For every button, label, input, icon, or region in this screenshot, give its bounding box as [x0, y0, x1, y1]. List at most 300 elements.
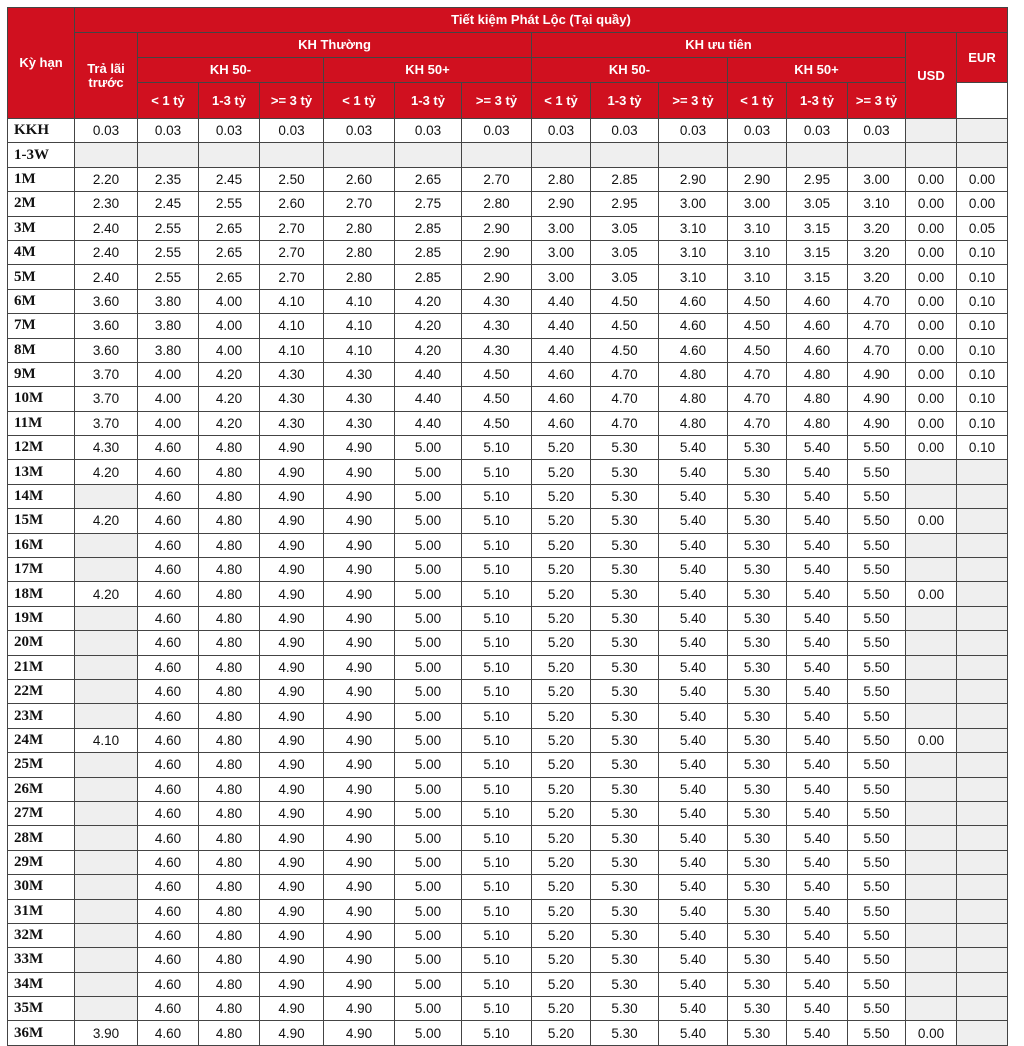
rate-cell-usd	[906, 606, 957, 630]
rate-cell-priority-50minus-lt1: 5.20	[532, 899, 591, 923]
rate-cell-priority-50minus-ge3: 5.40	[659, 484, 728, 508]
rate-cell-priority-50minus-lt1: 5.20	[532, 655, 591, 679]
rate-cell-normal-50minus-ge3: 4.90	[260, 484, 324, 508]
rate-cell-prepaid	[75, 143, 138, 167]
rate-cell-priority-50minus-1to3: 2.85	[591, 167, 659, 191]
term-cell: 6M	[8, 289, 75, 313]
rate-cell-priority-50minus-lt1: 5.20	[532, 923, 591, 947]
rate-cell-normal-50minus-ge3: 2.70	[260, 216, 324, 240]
rate-cell-priority-50minus-1to3: 5.30	[591, 631, 659, 655]
rate-cell-normal-50plus-1to3: 5.00	[395, 655, 462, 679]
rate-cell-prepaid	[75, 753, 138, 777]
rate-cell-priority-50plus-lt1: 3.10	[728, 240, 787, 264]
rate-cell-priority-50plus-lt1: 4.50	[728, 289, 787, 313]
rate-cell-priority-50plus-1to3: 5.40	[787, 484, 848, 508]
rate-cell-normal-50plus-1to3: 4.20	[395, 289, 462, 313]
rate-cell-normal-50minus-lt1: 3.80	[138, 338, 199, 362]
rate-cell-eur	[957, 923, 1008, 947]
rate-cell-normal-50minus-1to3: 4.80	[199, 509, 260, 533]
table-row	[8, 509, 1008, 533]
rate-cell-normal-50minus-ge3: 4.90	[260, 631, 324, 655]
rate-cell-priority-50plus-ge3: 4.70	[848, 338, 906, 362]
rate-cell-eur	[957, 582, 1008, 606]
rate-cell-priority-50plus-lt1: 5.30	[728, 655, 787, 679]
rate-cell-normal-50minus-1to3: 2.65	[199, 240, 260, 264]
rate-cell-normal-50minus-ge3: 4.90	[260, 728, 324, 752]
rate-cell-normal-50minus-1to3: 4.80	[199, 460, 260, 484]
term-cell: 20M	[8, 631, 75, 655]
rate-cell-normal-50minus-lt1: 2.55	[138, 265, 199, 289]
term-cell: 28M	[8, 826, 75, 850]
rate-cell-normal-50plus-lt1: 4.90	[324, 436, 395, 460]
rate-cell-eur	[957, 948, 1008, 972]
rate-cell-prepaid	[75, 850, 138, 874]
rate-cell-normal-50plus-1to3: 5.00	[395, 582, 462, 606]
rate-cell-normal-50minus-ge3: 4.90	[260, 923, 324, 947]
term-cell: 5M	[8, 265, 75, 289]
rate-cell-priority-50minus-ge3: 5.40	[659, 875, 728, 899]
rate-cell-normal-50minus-lt1: 4.60	[138, 728, 199, 752]
rate-cell-priority-50minus-ge3: 5.40	[659, 533, 728, 557]
rate-cell-normal-50plus-1to3: 4.40	[395, 411, 462, 435]
rate-cell-prepaid: 3.70	[75, 411, 138, 435]
rate-cell-priority-50plus-1to3: 5.40	[787, 948, 848, 972]
rate-cell-prepaid	[75, 972, 138, 996]
rate-cell-normal-50minus-ge3: 4.90	[260, 679, 324, 703]
rate-cell-eur: 0.05	[957, 216, 1008, 240]
rate-cell-normal-50minus-lt1: 3.80	[138, 314, 199, 338]
rate-cell-normal-50minus-1to3: 4.80	[199, 997, 260, 1021]
rate-cell-priority-50plus-lt1: 5.30	[728, 753, 787, 777]
rate-cell-normal-50plus-1to3: 2.85	[395, 240, 462, 264]
rate-cell-usd: 0.00	[906, 509, 957, 533]
rate-cell-normal-50minus-ge3: 4.90	[260, 948, 324, 972]
rate-cell-normal-50plus-1to3: 2.85	[395, 265, 462, 289]
rate-cell-priority-50plus-1to3: 5.40	[787, 997, 848, 1021]
rate-cell-normal-50minus-lt1: 4.60	[138, 777, 199, 801]
rate-cell-priority-50plus-1to3: 5.40	[787, 972, 848, 996]
rate-cell-prepaid	[75, 558, 138, 582]
normal-kh50plus-header: KH 50+	[324, 58, 532, 83]
rate-cell-normal-50plus-lt1: 4.90	[324, 655, 395, 679]
rate-cell-prepaid: 4.20	[75, 582, 138, 606]
rate-cell-normal-50plus-ge3: 5.10	[462, 484, 532, 508]
rate-cell-priority-50plus-1to3: 5.40	[787, 582, 848, 606]
tier-ge3-header: >= 3 tỷ	[260, 83, 324, 119]
rate-cell-eur: 0.10	[957, 314, 1008, 338]
rate-cell-normal-50minus-lt1: 2.35	[138, 167, 199, 191]
rate-cell-usd: 0.00	[906, 1021, 957, 1045]
term-cell: 7M	[8, 314, 75, 338]
rate-cell-normal-50minus-ge3: 4.90	[260, 997, 324, 1021]
rate-cell-normal-50minus-1to3: 4.80	[199, 850, 260, 874]
rate-cell-usd	[906, 801, 957, 825]
rate-cell-usd	[906, 875, 957, 899]
rate-cell-eur: 0.10	[957, 265, 1008, 289]
rate-cell-usd	[906, 923, 957, 947]
rate-cell-priority-50plus-1to3: 2.95	[787, 167, 848, 191]
term-cell: 1-3W	[8, 143, 75, 167]
rate-cell-priority-50plus-1to3: 5.40	[787, 606, 848, 630]
rate-cell-priority-50minus-lt1: 5.20	[532, 997, 591, 1021]
rate-cell-normal-50minus-1to3: 4.80	[199, 753, 260, 777]
rate-cell-priority-50plus-ge3: 5.50	[848, 533, 906, 557]
tier-ge3-header: >= 3 tỷ	[659, 83, 728, 119]
rate-cell-priority-50minus-ge3: 3.10	[659, 240, 728, 264]
rate-cell-normal-50minus-lt1: 4.60	[138, 997, 199, 1021]
rate-cell-priority-50minus-ge3: 5.40	[659, 801, 728, 825]
rate-cell-priority-50minus-lt1	[532, 143, 591, 167]
rate-cell-prepaid	[75, 533, 138, 557]
table-row	[8, 143, 1008, 167]
rate-cell-normal-50minus-lt1	[138, 143, 199, 167]
rate-cell-normal-50minus-1to3: 4.80	[199, 631, 260, 655]
rate-cell-priority-50plus-lt1: 5.30	[728, 777, 787, 801]
rate-cell-priority-50minus-1to3: 5.30	[591, 850, 659, 874]
rate-cell-normal-50minus-lt1: 4.60	[138, 801, 199, 825]
rate-cell-normal-50plus-ge3: 2.90	[462, 216, 532, 240]
rate-cell-priority-50minus-ge3: 5.40	[659, 606, 728, 630]
rate-cell-priority-50minus-lt1: 4.40	[532, 338, 591, 362]
rate-cell-priority-50plus-ge3: 3.20	[848, 240, 906, 264]
rate-cell-normal-50minus-1to3	[199, 143, 260, 167]
rate-cell-normal-50minus-ge3: 4.10	[260, 314, 324, 338]
rate-cell-normal-50minus-1to3: 2.55	[199, 192, 260, 216]
rate-cell-normal-50plus-ge3: 5.10	[462, 997, 532, 1021]
rate-cell-normal-50plus-ge3: 5.10	[462, 533, 532, 557]
rate-cell-priority-50minus-1to3: 5.30	[591, 509, 659, 533]
rate-cell-normal-50minus-lt1: 4.60	[138, 679, 199, 703]
rate-cell-normal-50plus-ge3: 2.70	[462, 167, 532, 191]
rate-cell-prepaid: 4.30	[75, 436, 138, 460]
rate-cell-normal-50plus-lt1: 2.80	[324, 265, 395, 289]
rate-cell-usd	[906, 704, 957, 728]
rate-cell-eur: 0.10	[957, 338, 1008, 362]
rate-cell-priority-50plus-lt1: 3.10	[728, 265, 787, 289]
rate-cell-normal-50minus-1to3: 4.80	[199, 801, 260, 825]
rate-cell-priority-50minus-lt1: 5.20	[532, 728, 591, 752]
rate-cell-priority-50minus-1to3: 5.30	[591, 558, 659, 582]
rate-cell-priority-50minus-1to3: 5.30	[591, 655, 659, 679]
rate-cell-normal-50minus-ge3: 4.30	[260, 411, 324, 435]
rate-cell-normal-50minus-lt1: 4.60	[138, 533, 199, 557]
term-cell: 25M	[8, 753, 75, 777]
rate-cell-normal-50minus-1to3: 4.80	[199, 704, 260, 728]
rate-cell-usd: 0.00	[906, 167, 957, 191]
rate-cell-priority-50plus-ge3: 5.50	[848, 704, 906, 728]
rate-cell-normal-50minus-ge3: 4.90	[260, 753, 324, 777]
rate-cell-prepaid: 3.70	[75, 362, 138, 386]
rate-cell-priority-50plus-ge3: 5.50	[848, 1021, 906, 1045]
rate-cell-priority-50minus-ge3: 5.40	[659, 436, 728, 460]
rate-cell-priority-50minus-1to3: 5.30	[591, 728, 659, 752]
rate-cell-priority-50plus-ge3: 5.50	[848, 606, 906, 630]
rate-cell-normal-50plus-1to3: 2.65	[395, 167, 462, 191]
table-row	[8, 387, 1008, 411]
rate-cell-normal-50minus-1to3: 4.80	[199, 923, 260, 947]
table-row	[8, 875, 1008, 899]
savings-rate-table	[7, 7, 1008, 1046]
rate-cell-normal-50minus-lt1: 4.60	[138, 972, 199, 996]
rate-cell-priority-50plus-ge3: 4.70	[848, 289, 906, 313]
rate-cell-normal-50minus-lt1: 4.60	[138, 899, 199, 923]
rate-cell-normal-50plus-lt1: 4.90	[324, 533, 395, 557]
rate-cell-normal-50minus-lt1: 4.60	[138, 704, 199, 728]
table-row	[8, 728, 1008, 752]
rate-cell-usd	[906, 753, 957, 777]
rate-cell-eur	[957, 777, 1008, 801]
rate-cell-normal-50plus-lt1: 0.03	[324, 119, 395, 143]
rate-cell-priority-50minus-lt1: 5.20	[532, 679, 591, 703]
rate-cell-priority-50minus-ge3: 4.60	[659, 338, 728, 362]
rate-cell-priority-50plus-lt1: 5.30	[728, 1021, 787, 1045]
rate-cell-normal-50minus-1to3: 4.80	[199, 655, 260, 679]
rate-cell-priority-50minus-1to3: 0.03	[591, 119, 659, 143]
table-row	[8, 972, 1008, 996]
rate-cell-priority-50plus-1to3: 5.40	[787, 679, 848, 703]
rate-cell-usd	[906, 899, 957, 923]
rate-cell-normal-50minus-1to3: 4.00	[199, 314, 260, 338]
rate-cell-normal-50plus-lt1: 2.60	[324, 167, 395, 191]
rate-cell-usd	[906, 777, 957, 801]
tier-ge3-header: >= 3 tỷ	[462, 83, 532, 119]
rate-cell-normal-50plus-ge3: 5.10	[462, 728, 532, 752]
rate-cell-priority-50plus-lt1: 5.30	[728, 631, 787, 655]
rate-cell-normal-50minus-1to3: 4.20	[199, 362, 260, 386]
term-cell: 30M	[8, 875, 75, 899]
rate-cell-usd	[906, 119, 957, 143]
rate-cell-normal-50minus-ge3: 4.90	[260, 533, 324, 557]
rate-cell-usd: 0.00	[906, 314, 957, 338]
rate-cell-priority-50minus-ge3: 5.40	[659, 777, 728, 801]
rate-cell-eur: 0.10	[957, 387, 1008, 411]
rate-cell-eur: 0.10	[957, 436, 1008, 460]
table-row	[8, 167, 1008, 191]
rate-cell-normal-50minus-ge3	[260, 143, 324, 167]
rate-cell-priority-50minus-ge3: 5.40	[659, 728, 728, 752]
rate-cell-priority-50minus-1to3: 5.30	[591, 923, 659, 947]
table-row	[8, 558, 1008, 582]
term-cell: 16M	[8, 533, 75, 557]
rate-cell-usd: 0.00	[906, 387, 957, 411]
rate-cell-priority-50plus-lt1: 5.30	[728, 484, 787, 508]
term-cell: 18M	[8, 582, 75, 606]
term-cell: 32M	[8, 923, 75, 947]
rate-cell-priority-50plus-ge3: 5.50	[848, 801, 906, 825]
term-cell: 17M	[8, 558, 75, 582]
rate-cell-normal-50minus-lt1: 4.60	[138, 558, 199, 582]
table-row	[8, 801, 1008, 825]
rate-cell-normal-50minus-ge3: 2.70	[260, 265, 324, 289]
table-row	[8, 460, 1008, 484]
rate-cell-priority-50minus-ge3: 3.00	[659, 192, 728, 216]
rate-cell-normal-50minus-ge3: 4.30	[260, 387, 324, 411]
rate-cell-normal-50minus-lt1: 4.60	[138, 460, 199, 484]
rate-cell-usd	[906, 972, 957, 996]
rate-cell-normal-50plus-1to3: 5.00	[395, 875, 462, 899]
rate-cell-normal-50minus-ge3: 4.90	[260, 1021, 324, 1045]
rate-cell-prepaid: 4.20	[75, 509, 138, 533]
rate-cell-normal-50minus-ge3: 4.90	[260, 582, 324, 606]
term-cell: 26M	[8, 777, 75, 801]
rate-cell-normal-50minus-1to3: 4.80	[199, 582, 260, 606]
rate-cell-priority-50minus-1to3: 5.30	[591, 484, 659, 508]
rate-cell-priority-50minus-ge3: 5.40	[659, 948, 728, 972]
rate-cell-priority-50plus-1to3: 5.40	[787, 704, 848, 728]
rate-cell-priority-50minus-1to3: 5.30	[591, 753, 659, 777]
rate-cell-priority-50plus-lt1	[728, 143, 787, 167]
term-cell: 22M	[8, 679, 75, 703]
rate-cell-prepaid	[75, 679, 138, 703]
rate-cell-priority-50plus-1to3: 4.60	[787, 338, 848, 362]
rate-cell-normal-50plus-lt1: 2.80	[324, 216, 395, 240]
table-row	[8, 655, 1008, 679]
rate-cell-normal-50plus-lt1: 4.90	[324, 753, 395, 777]
rate-cell-normal-50minus-ge3: 4.30	[260, 362, 324, 386]
rate-cell-normal-50minus-lt1: 4.00	[138, 411, 199, 435]
rate-cell-normal-50plus-1to3: 2.75	[395, 192, 462, 216]
rate-cell-priority-50plus-lt1: 5.30	[728, 948, 787, 972]
rate-cell-eur: 0.10	[957, 362, 1008, 386]
rate-cell-priority-50plus-lt1: 4.70	[728, 362, 787, 386]
rate-cell-priority-50plus-1to3: 4.80	[787, 387, 848, 411]
rate-cell-priority-50minus-lt1: 5.20	[532, 1021, 591, 1045]
rate-cell-priority-50plus-1to3: 5.40	[787, 899, 848, 923]
rate-cell-priority-50plus-1to3: 5.40	[787, 1021, 848, 1045]
rate-cell-prepaid: 3.90	[75, 1021, 138, 1045]
rate-cell-normal-50plus-1to3: 5.00	[395, 850, 462, 874]
rate-cell-normal-50plus-ge3: 5.10	[462, 777, 532, 801]
rate-cell-priority-50minus-ge3: 5.40	[659, 1021, 728, 1045]
rate-cell-priority-50minus-1to3: 4.50	[591, 289, 659, 313]
table-body	[8, 119, 1008, 1046]
rate-cell-priority-50minus-lt1: 5.20	[532, 753, 591, 777]
rate-cell-normal-50minus-lt1: 4.60	[138, 436, 199, 460]
rate-cell-normal-50plus-ge3: 4.50	[462, 411, 532, 435]
rate-cell-priority-50plus-1to3: 3.15	[787, 240, 848, 264]
rate-cell-priority-50minus-ge3: 5.40	[659, 826, 728, 850]
priority-customer-header: KH ưu tiên	[532, 33, 906, 58]
product-title: Tiết kiệm Phát Lộc (Tại quầy)	[75, 8, 1008, 33]
rate-table-container	[7, 7, 1008, 1046]
rate-cell-priority-50plus-1to3: 5.40	[787, 801, 848, 825]
rate-cell-priority-50plus-1to3: 5.40	[787, 436, 848, 460]
rate-cell-priority-50minus-ge3: 5.40	[659, 997, 728, 1021]
rate-cell-priority-50plus-lt1: 5.30	[728, 436, 787, 460]
rate-cell-priority-50plus-lt1: 4.50	[728, 338, 787, 362]
rate-cell-normal-50plus-lt1: 4.30	[324, 387, 395, 411]
rate-cell-eur	[957, 679, 1008, 703]
term-cell: 11M	[8, 411, 75, 435]
tier-ge3-header: >= 3 tỷ	[848, 83, 906, 119]
rate-cell-normal-50plus-1to3: 5.00	[395, 948, 462, 972]
rate-cell-priority-50minus-lt1: 5.20	[532, 509, 591, 533]
rate-cell-usd	[906, 850, 957, 874]
rate-cell-prepaid: 4.20	[75, 460, 138, 484]
rate-cell-priority-50minus-lt1: 2.90	[532, 192, 591, 216]
rate-cell-usd	[906, 631, 957, 655]
rate-cell-eur	[957, 899, 1008, 923]
rate-cell-normal-50minus-lt1: 4.60	[138, 509, 199, 533]
rate-cell-priority-50minus-ge3: 2.90	[659, 167, 728, 191]
rate-cell-normal-50plus-ge3: 4.50	[462, 387, 532, 411]
rate-cell-priority-50plus-1to3: 5.40	[787, 509, 848, 533]
term-cell: 13M	[8, 460, 75, 484]
rate-cell-normal-50plus-1to3: 5.00	[395, 997, 462, 1021]
rate-cell-normal-50minus-lt1: 4.60	[138, 850, 199, 874]
rate-cell-normal-50plus-lt1: 4.10	[324, 289, 395, 313]
rate-cell-normal-50plus-ge3: 5.10	[462, 899, 532, 923]
normal-customer-header: KH Thường	[138, 33, 532, 58]
rate-cell-prepaid	[75, 704, 138, 728]
term-cell: 36M	[8, 1021, 75, 1045]
rate-cell-normal-50plus-1to3: 5.00	[395, 826, 462, 850]
rate-cell-usd: 0.00	[906, 338, 957, 362]
rate-cell-normal-50minus-1to3: 4.80	[199, 777, 260, 801]
rate-cell-normal-50minus-ge3: 2.60	[260, 192, 324, 216]
table-row	[8, 606, 1008, 630]
rate-cell-normal-50plus-lt1: 4.90	[324, 948, 395, 972]
rate-cell-eur	[957, 850, 1008, 874]
rate-cell-priority-50minus-ge3: 5.40	[659, 558, 728, 582]
rate-cell-prepaid	[75, 801, 138, 825]
term-cell: 3M	[8, 216, 75, 240]
rate-cell-priority-50minus-lt1: 4.60	[532, 362, 591, 386]
rate-cell-normal-50plus-1to3: 4.20	[395, 314, 462, 338]
rate-cell-priority-50plus-1to3: 5.40	[787, 558, 848, 582]
rate-cell-normal-50plus-lt1: 4.10	[324, 338, 395, 362]
rate-cell-eur	[957, 143, 1008, 167]
rate-cell-priority-50minus-lt1: 5.20	[532, 558, 591, 582]
rate-cell-priority-50minus-1to3: 5.30	[591, 679, 659, 703]
rate-cell-priority-50plus-ge3: 3.00	[848, 167, 906, 191]
rate-cell-priority-50plus-ge3: 5.50	[848, 875, 906, 899]
rate-cell-normal-50plus-lt1: 4.90	[324, 801, 395, 825]
rate-cell-priority-50minus-1to3	[591, 143, 659, 167]
rate-cell-priority-50plus-lt1: 2.90	[728, 167, 787, 191]
rate-cell-normal-50minus-lt1: 4.60	[138, 923, 199, 947]
rate-cell-priority-50minus-1to3: 5.30	[591, 1021, 659, 1045]
rate-cell-priority-50plus-1to3: 5.40	[787, 875, 848, 899]
rate-cell-usd	[906, 533, 957, 557]
rate-cell-prepaid: 3.60	[75, 289, 138, 313]
rate-cell-priority-50minus-ge3: 4.60	[659, 314, 728, 338]
rate-cell-priority-50minus-1to3: 5.30	[591, 533, 659, 557]
rate-cell-normal-50plus-1to3: 5.00	[395, 509, 462, 533]
eur-subheader-blank	[957, 83, 1008, 119]
rate-cell-priority-50minus-1to3: 3.05	[591, 240, 659, 264]
rate-cell-priority-50minus-lt1: 5.20	[532, 826, 591, 850]
rate-cell-priority-50plus-ge3: 5.50	[848, 484, 906, 508]
rate-cell-normal-50plus-1to3: 5.00	[395, 777, 462, 801]
rate-cell-usd	[906, 826, 957, 850]
rate-cell-normal-50plus-1to3: 2.85	[395, 216, 462, 240]
term-cell: 2M	[8, 192, 75, 216]
tier-1to3-header: 1-3 tỷ	[395, 83, 462, 119]
rate-cell-normal-50minus-lt1: 2.55	[138, 216, 199, 240]
rate-cell-priority-50plus-ge3: 5.50	[848, 655, 906, 679]
rate-cell-normal-50plus-lt1: 4.90	[324, 728, 395, 752]
rate-cell-priority-50plus-lt1: 4.70	[728, 387, 787, 411]
rate-cell-usd	[906, 655, 957, 679]
rate-cell-priority-50minus-ge3: 4.80	[659, 387, 728, 411]
rate-cell-normal-50plus-ge3: 2.90	[462, 265, 532, 289]
rate-cell-normal-50plus-ge3: 5.10	[462, 460, 532, 484]
rate-cell-normal-50plus-lt1: 4.90	[324, 1021, 395, 1045]
rate-cell-usd: 0.00	[906, 265, 957, 289]
term-cell: 29M	[8, 850, 75, 874]
rate-cell-normal-50plus-1to3: 4.40	[395, 362, 462, 386]
